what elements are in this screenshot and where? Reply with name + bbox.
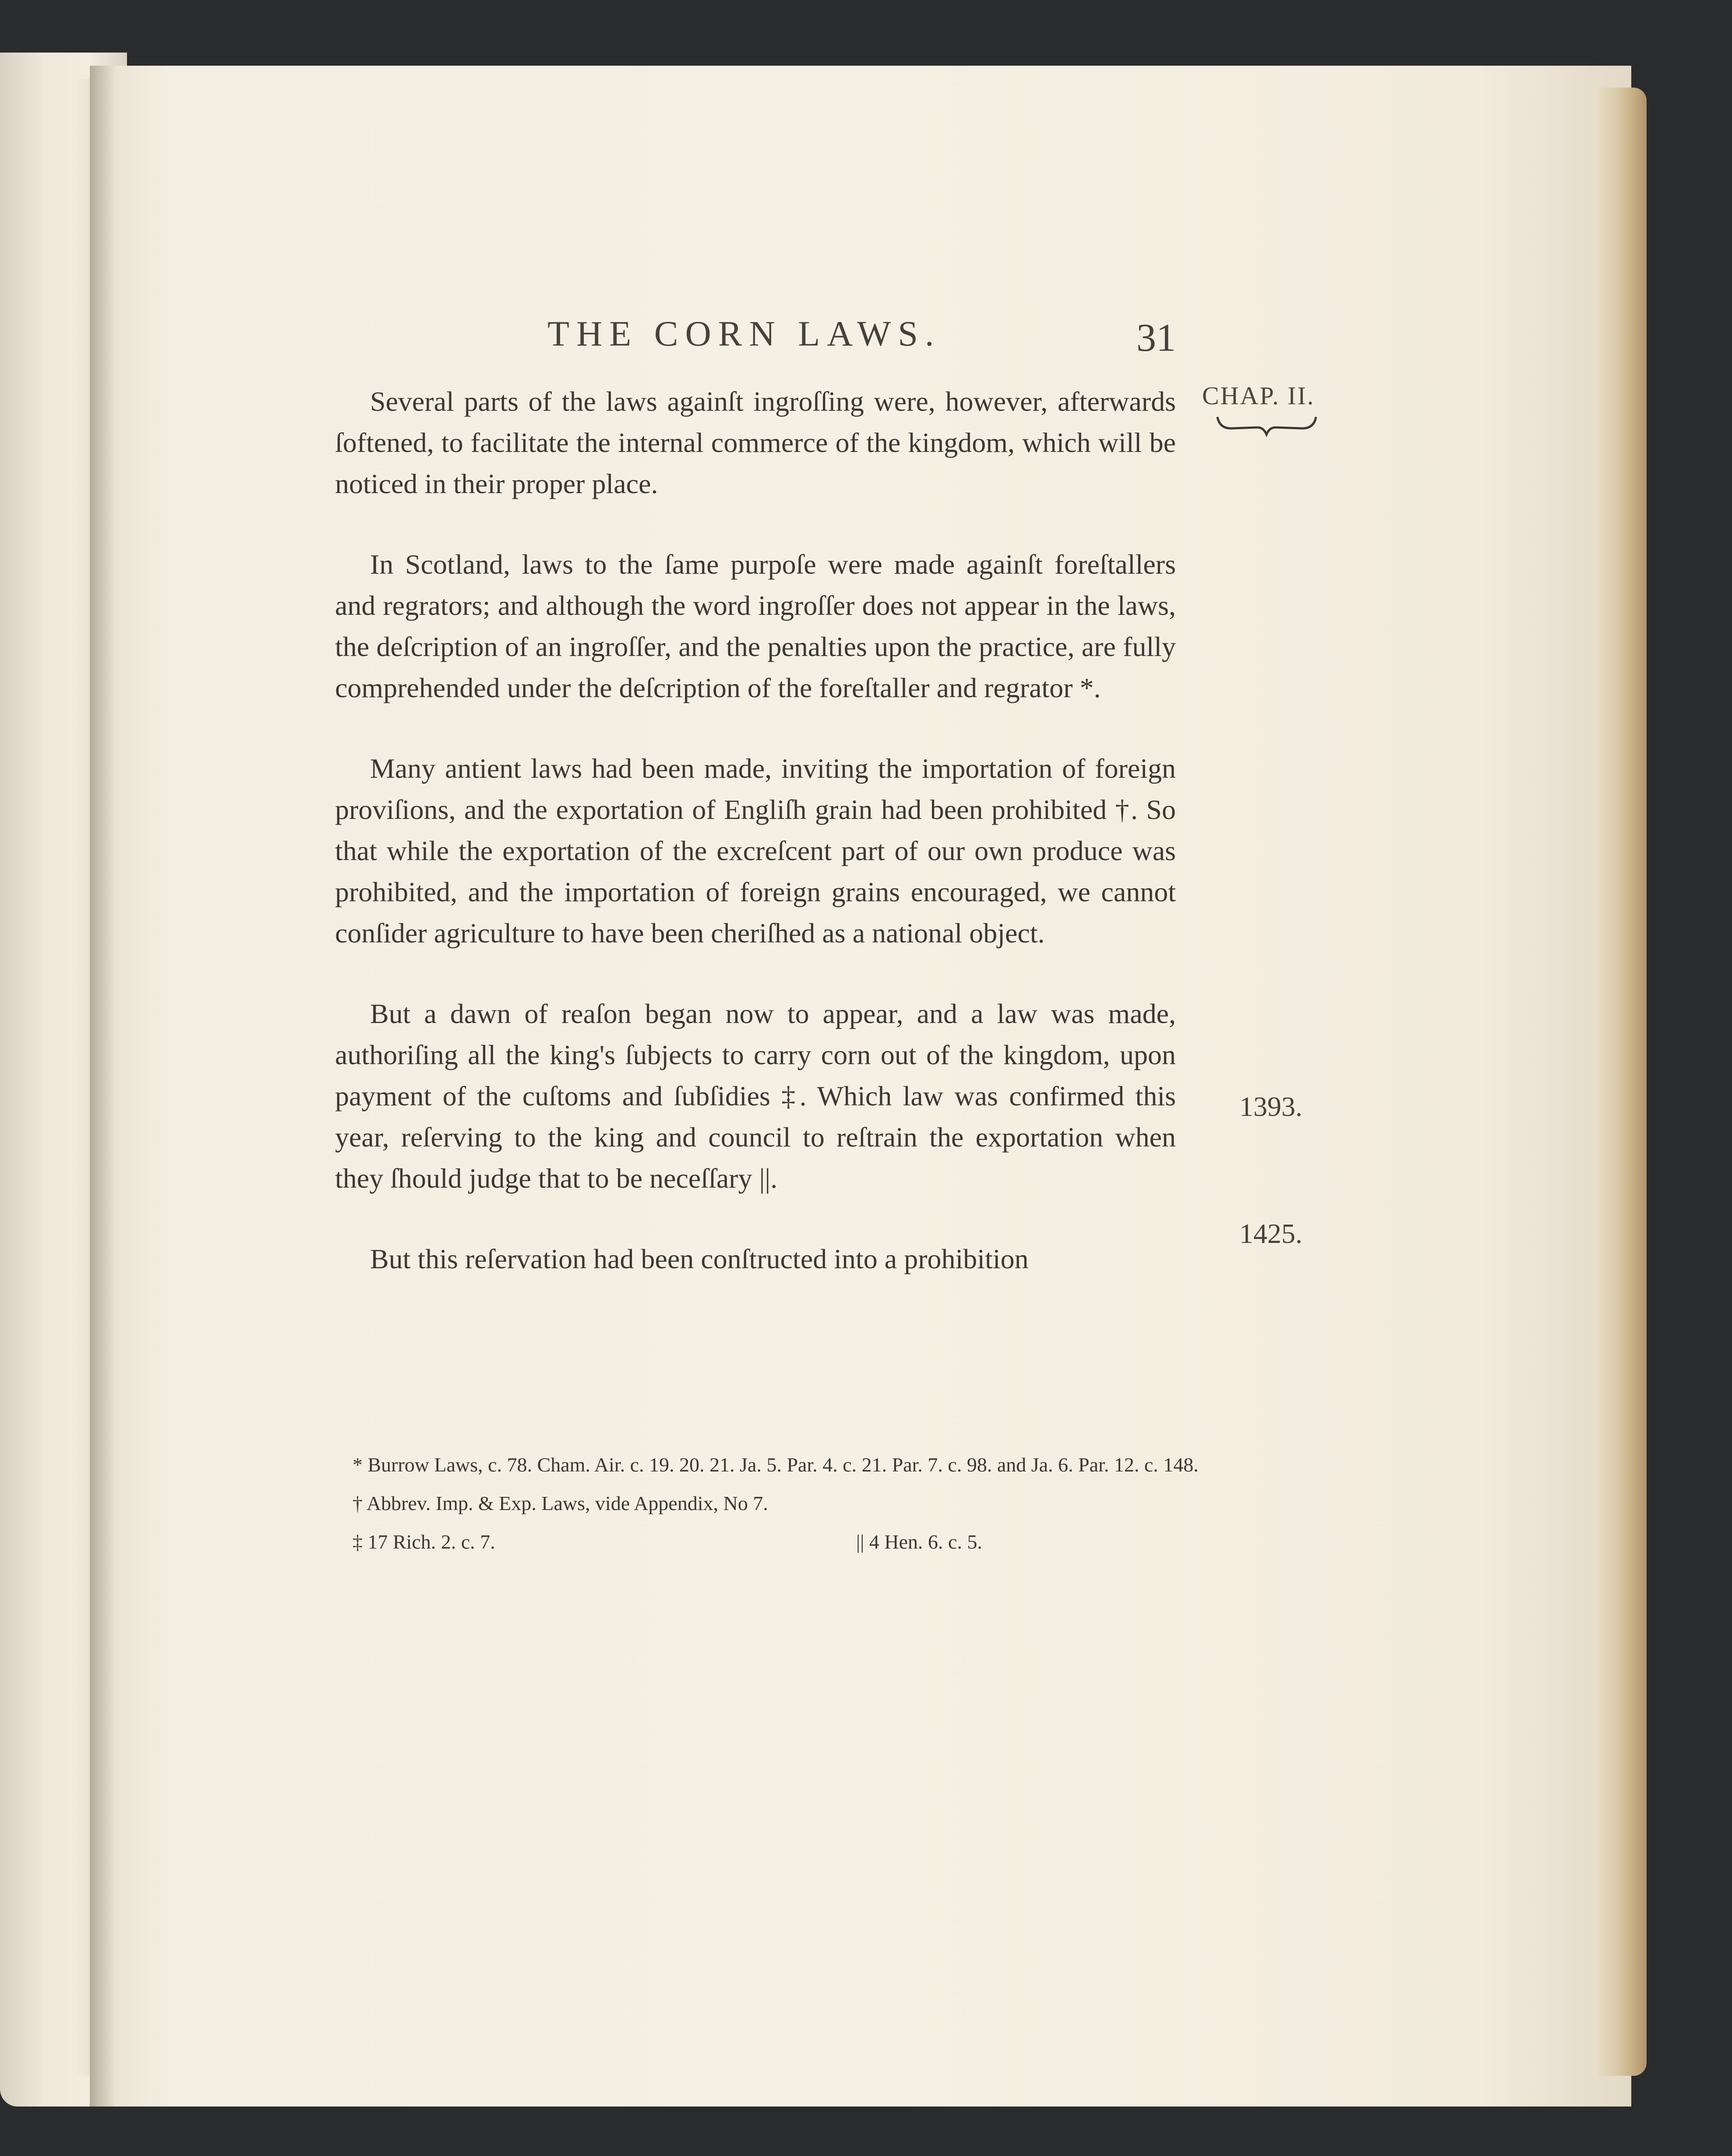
- paragraph-2: In Scotland, laws to the ſame purpoſe were made againſt foreſtallers and regrators; and although the word ingroſſer does not appear in the laws, the deſcription of an ingroſſer, and the penalties upon the practice, are fully comprehended under the deſcription of the foreſtaller and regrator *.: [335, 549, 1176, 703]
- footnote-row: [335, 1527, 1211, 1557]
- brace-icon: [1215, 412, 1318, 438]
- paragraph-1: Several parts of the laws againſt ingroſſing were, however, afterwards ſoftened, to facilitate the internal commerce of the kingdom, which will be noticed in their proper place.: [335, 386, 1176, 499]
- chapter-marginal-note: CHAP. II.: [1202, 381, 1315, 410]
- main-text: [335, 381, 1176, 1319]
- page-number: 31: [1136, 316, 1176, 360]
- margin-year-1393: 1393.: [1239, 1091, 1302, 1122]
- footnote-dagger: † Abbrev. Imp. & Exp. Laws, vide Appendix, No 7.: [353, 1492, 768, 1514]
- paragraph-4: But a dawn of reaſon began now to appear, and a law was made, authoriſing all the king's ſubjects to carry corn out of the kingdom, upon payment of the cuſtoms and ſubſidies ‡. Which law was confirmed this year, reſerving to the king and council to reſtrain the exportation when they ſhould judge that to be neceſſary ||.: [335, 998, 1176, 1194]
- paragraph-5: But this reſervation had been conſtructed into a prohibition: [370, 1243, 1029, 1274]
- footnotes: [335, 1450, 1211, 1565]
- margin-year-1425: 1425.: [1239, 1218, 1302, 1249]
- footnote-asterisk: * Burrow Laws, c. 78. Cham. Air. c. 19. 20. 21. Ja. 5. Par. 4. c. 21. Par. 7. c. 98. and Ja. 6. Par. 12. c. 148.: [353, 1454, 1199, 1476]
- paragraph-3: Many antient laws had been made, inviting the importation of foreign proviſions, and the exportation of Engliſh grain had been prohibited †. So that while the exportation of the excreſcent part of our own produce was prohibited, and the importation of foreign grains encouraged, we cannot conſider agriculture to have been cheriſhed as a national object.: [335, 753, 1176, 949]
- footnote-double-dagger: ‡ 17 Rich. 2. c. 7.: [353, 1531, 495, 1553]
- footnote-parallel: || 4 Hen. 6. c. 5.: [856, 1531, 982, 1553]
- gutter-shadow: [90, 66, 116, 2107]
- page-fore-edge: [1594, 88, 1647, 2076]
- running-head: THE CORN LAWS.: [547, 314, 941, 353]
